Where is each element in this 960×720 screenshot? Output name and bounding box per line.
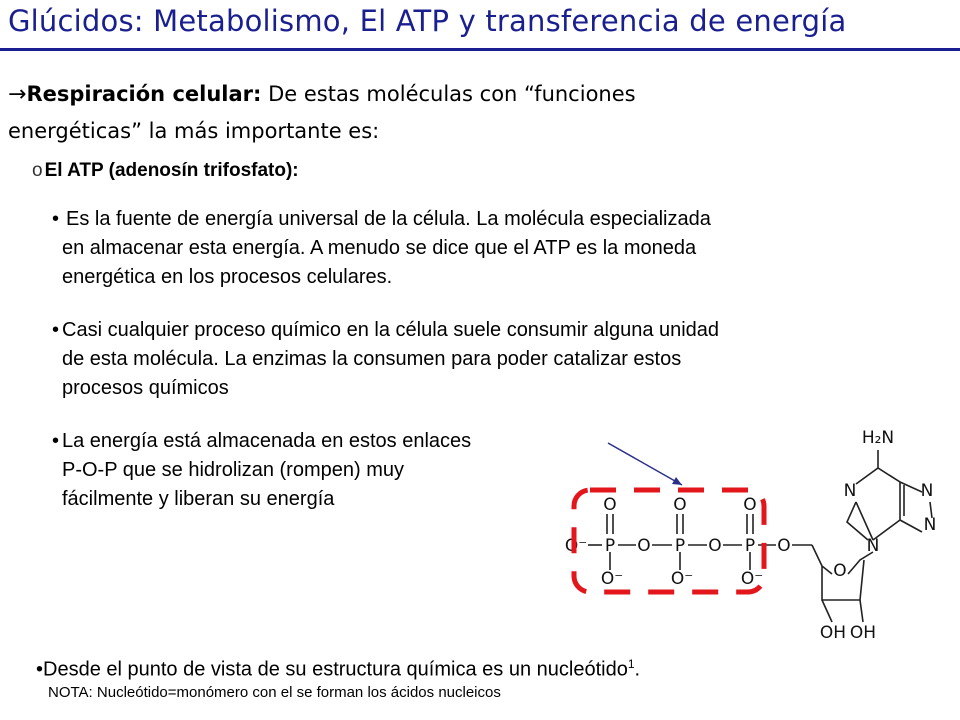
bullet-dot-icon: •	[52, 319, 60, 341]
annotation-arrow	[608, 443, 682, 485]
intro-text-line-1: De estas moléculas con “funciones	[261, 82, 636, 106]
bullet-item-4	[36, 650, 916, 685]
o-minus-bottom-2: O⁻	[670, 569, 694, 589]
section-heading	[32, 160, 299, 182]
n-atom-9: N	[866, 536, 880, 556]
n-atom-3: N	[923, 515, 937, 535]
footnote-marker: 1	[627, 657, 635, 671]
o-ring: O	[833, 561, 847, 581]
bullet-3-line-1: La energía está almacenada en estos enlaces	[62, 430, 472, 452]
hydroxyl-2: OH	[819, 623, 847, 643]
intro-paragraph	[8, 76, 908, 149]
n-atom-7: N	[843, 481, 857, 501]
intro-text-line-2: energéticas” la más importante es:	[8, 119, 380, 143]
bullet-2-line-2: de esta molécula. La enzimas la consumen para poder catalizar estos	[62, 348, 682, 370]
circle-bullet-icon: o	[32, 160, 43, 181]
intro-line-1	[8, 76, 908, 113]
p-gamma: P	[744, 536, 756, 556]
title-underline	[0, 48, 960, 51]
o-top-2: O	[673, 495, 687, 515]
bullet-1-line-3: energética en los procesos celulares.	[62, 266, 393, 288]
o-top-1: O	[603, 495, 617, 515]
bullet-3-line-3: fácilmente y liberan su energía	[62, 488, 335, 510]
bullet-dot-icon: •	[36, 658, 44, 681]
bullet-2-line-3: procesos químicos	[62, 377, 229, 399]
arrow-bullet-icon: →	[8, 82, 27, 107]
bullet-dot-icon: •	[52, 430, 60, 452]
bullet-item-2	[52, 316, 942, 403]
amine-label: H₂N	[861, 428, 895, 448]
intro-label: Respiración celular:	[26, 82, 262, 106]
o-minus-bottom-3: O⁻	[740, 569, 764, 589]
o-minus-left: O⁻	[564, 536, 588, 556]
o-minus-bottom-1: O⁻	[600, 569, 624, 589]
hydroxyl-3: OH	[849, 623, 877, 643]
atp-structure-diagram	[560, 410, 960, 660]
bullet-2-line-1: Casi cualquier proceso químico en la célula suele consumir alguna unidad	[62, 319, 720, 341]
p-beta: P	[674, 536, 686, 556]
section-heading-text: El ATP (adenosín trifosfato):	[44, 160, 299, 181]
bullet-3-line-2: P-O-P que se hidrolizan (rompen) muy	[62, 459, 404, 481]
o-top-3: O	[743, 495, 757, 515]
last-bullet-end: .	[634, 658, 641, 681]
bullet-1-line-2: en almacenar esta energía. A menudo se dice que el ATP es la moneda	[62, 237, 697, 259]
n-atom-1: N	[920, 481, 934, 501]
bullet-dot-icon: •	[52, 208, 60, 230]
footnote-note: NOTA: Nucleótido=monómero con el se forman los ácidos nucleicos	[48, 684, 501, 701]
last-bullet-text: Desde el punto de vista de su estructura química es un nucleótido	[43, 658, 628, 681]
o-bridge-1: O	[637, 536, 651, 556]
bullet-item-3	[52, 427, 582, 514]
slide-title: Glúcidos: Metabolismo, El ATP y transferencia de energía	[8, 4, 847, 38]
bullet-item-1	[52, 205, 942, 292]
p-alpha: P	[604, 536, 616, 556]
o-bridge-2: O	[708, 536, 722, 556]
o-bridge-3: O	[777, 536, 791, 556]
bullet-1-line-1: Es la fuente de energía universal de la célula. La molécula especializada	[66, 208, 711, 230]
